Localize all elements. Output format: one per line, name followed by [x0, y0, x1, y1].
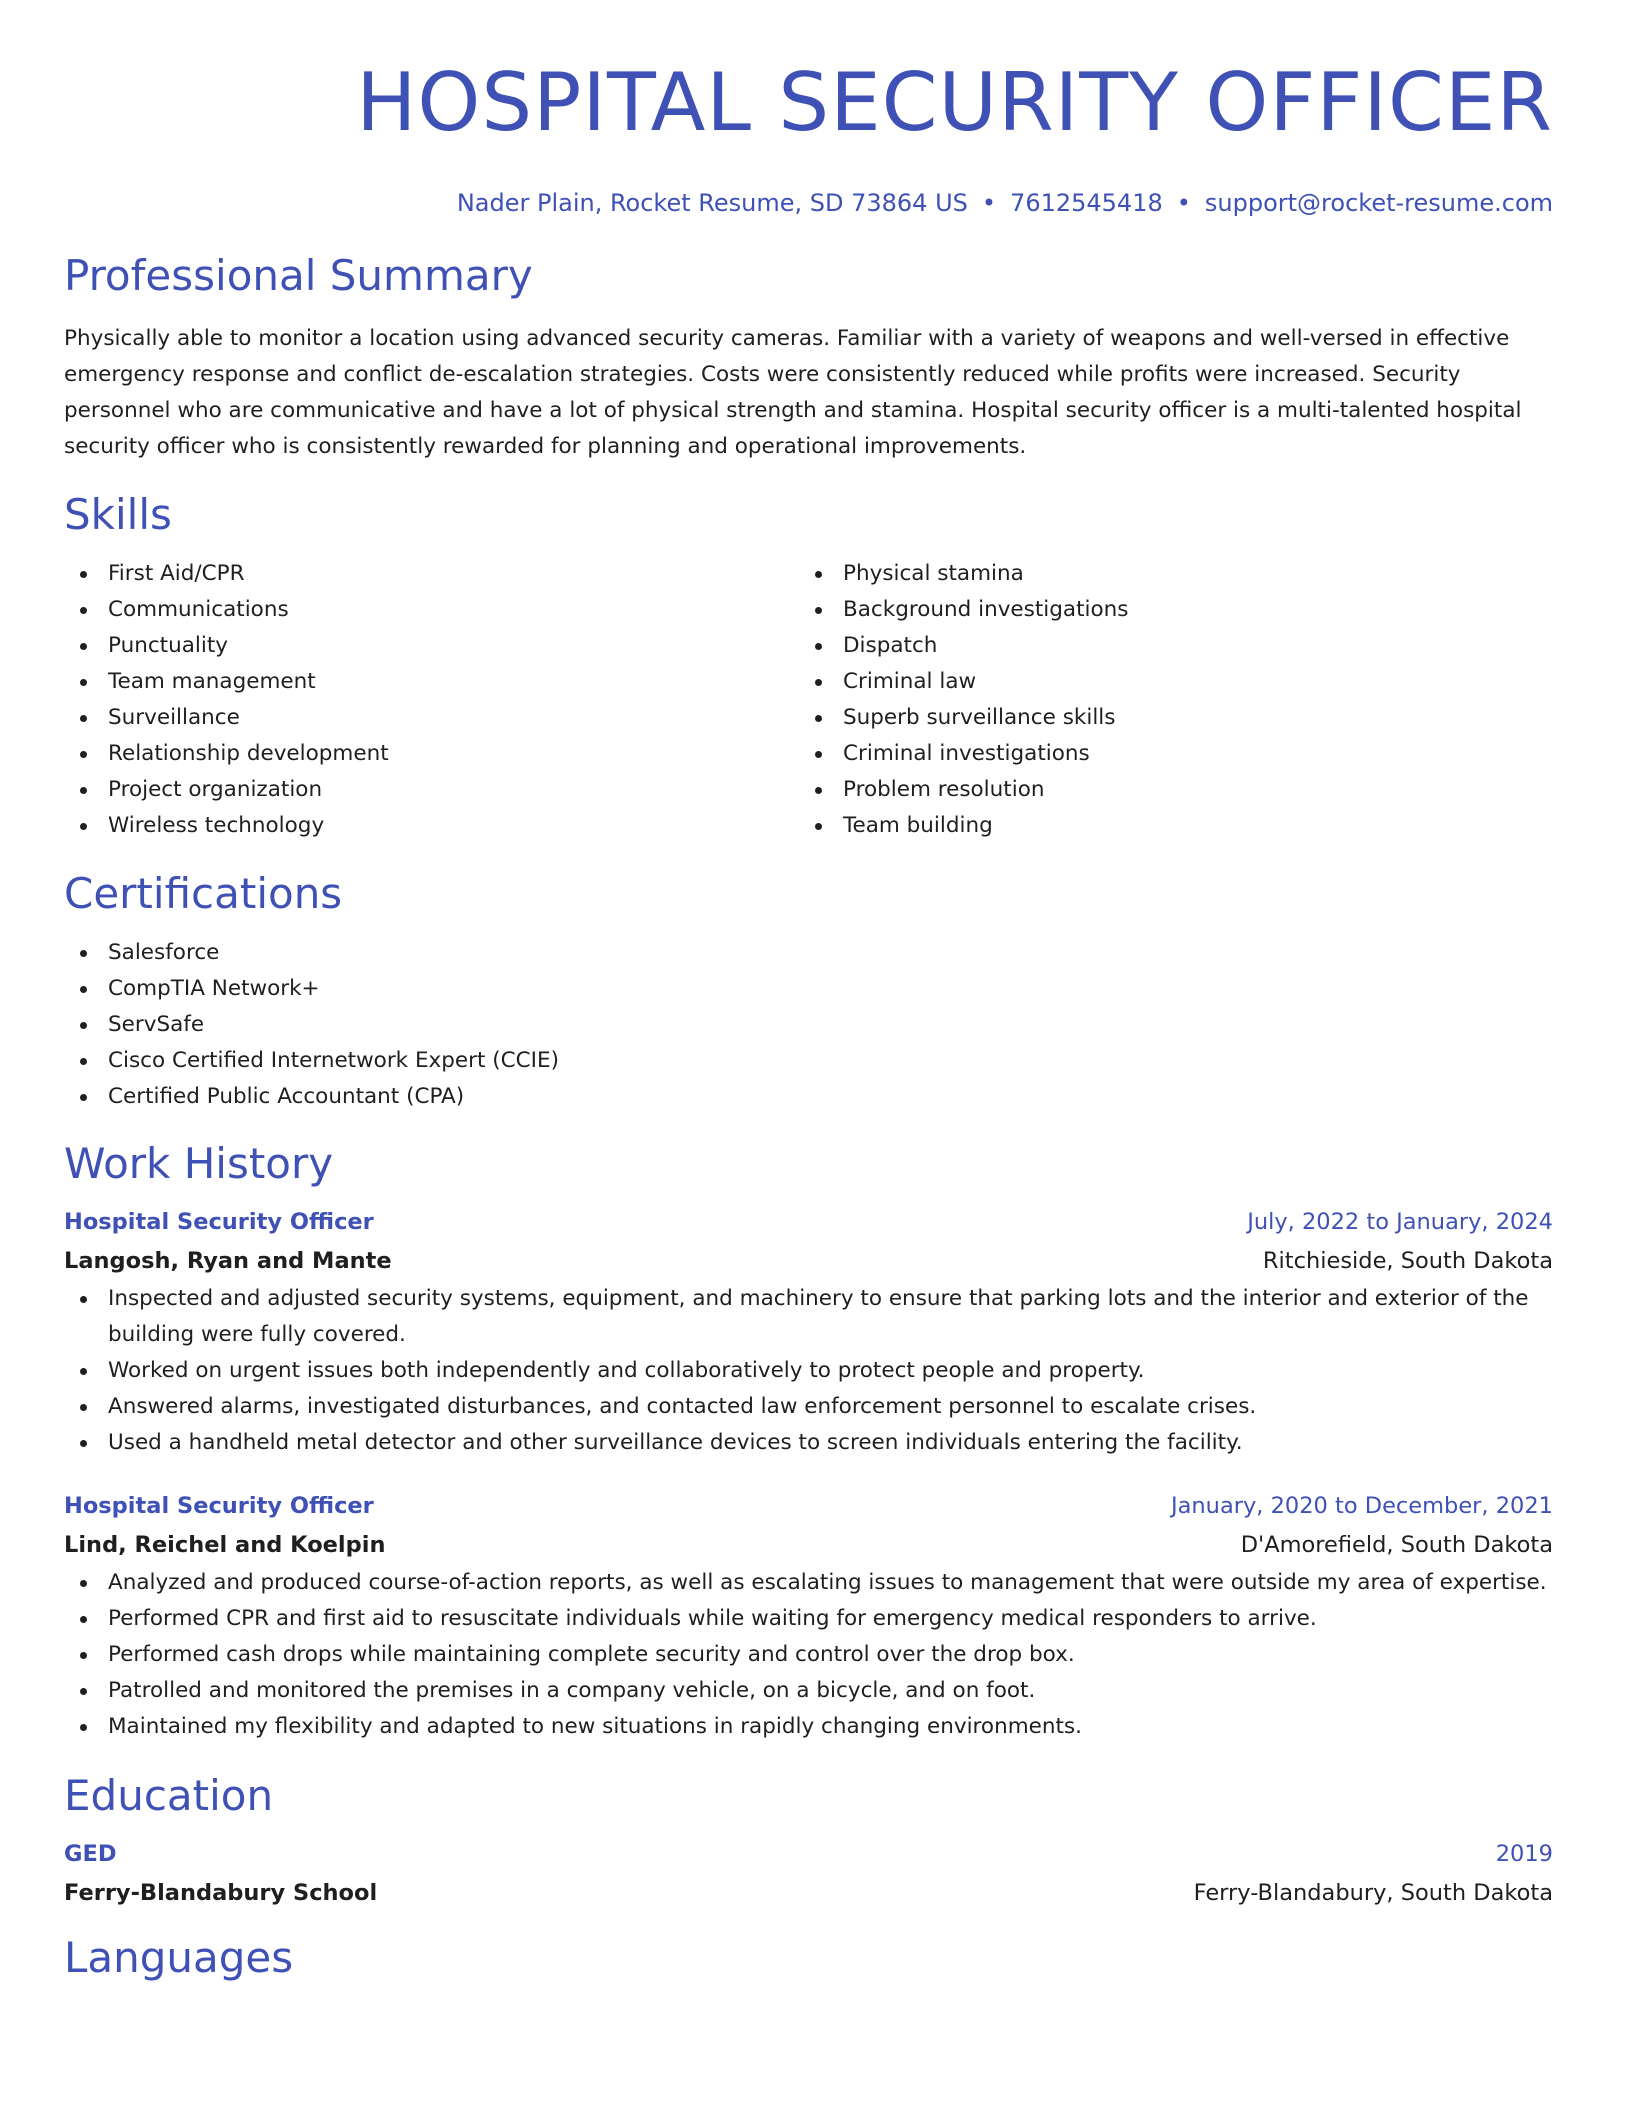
job-bullet: Performed CPR and first aid to resuscitate individuals while waiting for emergency medical responders to arrive. [64, 1601, 1553, 1637]
skill-item: First Aid/CPR [64, 556, 799, 592]
job-location: Ritchieside, South Dakota [1262, 1248, 1553, 1274]
job-bullet: Worked on urgent issues both independently and collaboratively to protect people and property. [64, 1353, 1553, 1389]
job-bullet: Performed cash drops while maintaining complete security and control over the drop box. [64, 1637, 1553, 1673]
job-bullets [64, 1281, 1553, 1461]
job-header-row [64, 1203, 1553, 1241]
certification-item: Certified Public Accountant (CPA) [64, 1079, 1553, 1115]
job-company-row [64, 1241, 1553, 1281]
work-history-section [64, 1139, 1553, 1745]
skills-columns [64, 556, 1553, 844]
job-bullet: Answered alarms, investigated disturbances, and contacted law enforcement personnel to escalate crises. [64, 1389, 1553, 1425]
job-entry [64, 1203, 1553, 1461]
skill-item: Punctuality [64, 628, 799, 664]
education-header-row [64, 1835, 1553, 1873]
skill-item: Background investigations [799, 592, 1534, 628]
summary-heading: Professional Summary [64, 251, 533, 300]
summary-text: Physically able to monitor a location using advanced security cameras. Familiar with a variety of weapons and well-versed in effective emergency response and conflict de-escalation strategies. Costs were consistently reduced while profits were increased. Security personnel who are communicative and have a lot of physical strength and stamina. Hospital security officer is a multi-talented hospital security officer who is consistently rewarded for planning and operational improvements. [64, 326, 1522, 459]
job-location: D'Amorefield, South Dakota [1240, 1532, 1553, 1558]
skills-list-left [64, 556, 799, 844]
certifications-section [64, 869, 1553, 1115]
job-bullet: Used a handheld metal detector and other surveillance devices to screen individuals entering the facility. [64, 1425, 1553, 1461]
contact-line [64, 188, 1553, 218]
work-history-heading: Work History [64, 1139, 334, 1188]
skill-item: Team building [799, 808, 1534, 844]
certification-item: ServSafe [64, 1007, 1553, 1043]
job-header-row [64, 1487, 1553, 1525]
job-company-row [64, 1525, 1553, 1565]
skill-item: Wireless technology [64, 808, 799, 844]
education-year: 2019 [1495, 1841, 1553, 1867]
contact-phone: 7612545418 [1010, 189, 1163, 217]
certification-item: Salesforce [64, 935, 1553, 971]
contact-email: support@rocket-resume.com [1204, 189, 1553, 217]
certifications-heading: Certifications [64, 869, 343, 918]
candidate-name: HOSPITAL SECURITY OFFICER [356, 56, 1553, 149]
resume-page [64, 0, 1553, 1983]
skill-item: Communications [64, 592, 799, 628]
summary-section [64, 251, 1553, 465]
skill-item: Physical stamina [799, 556, 1534, 592]
skill-item: Problem resolution [799, 772, 1534, 808]
contact-separator: • [1176, 189, 1191, 217]
job-company: Lind, Reichel and Koelpin [64, 1532, 386, 1558]
contact-address: Nader Plain, Rocket Resume, SD 73864 US [456, 189, 968, 217]
skills-heading: Skills [64, 490, 172, 539]
skill-item: Relationship development [64, 736, 799, 772]
languages-heading: Languages [64, 1933, 294, 1982]
skills-section [64, 490, 1553, 844]
job-bullet: Patrolled and monitored the premises in a company vehicle, on a bicycle, and on foot. [64, 1673, 1553, 1709]
skill-item: Dispatch [799, 628, 1534, 664]
skill-item: Criminal investigations [799, 736, 1534, 772]
job-company: Langosh, Ryan and Mante [64, 1248, 392, 1274]
skill-item: Team management [64, 664, 799, 700]
skills-list-right [799, 556, 1534, 844]
certification-item: CompTIA Network+ [64, 971, 1553, 1007]
education-section [64, 1771, 1553, 1913]
languages-section [64, 1933, 1553, 1983]
job-bullet: Analyzed and produced course-of-action reports, as well as escalating issues to management that were outside my area of expertise. [64, 1565, 1553, 1601]
contact-separator: • [981, 189, 997, 217]
certifications-list [64, 935, 1553, 1115]
job-title: Hospital Security Officer [64, 1209, 374, 1235]
skill-item: Superb surveillance skills [799, 700, 1534, 736]
education-school: Ferry-Blandabury School [64, 1880, 378, 1906]
education-location: Ferry-Blandabury, South Dakota [1193, 1880, 1553, 1906]
job-title: Hospital Security Officer [64, 1493, 374, 1519]
education-degree: GED [64, 1841, 117, 1867]
skill-item: Surveillance [64, 700, 799, 736]
job-dates: July, 2022 to January, 2024 [1247, 1209, 1553, 1235]
education-heading: Education [64, 1771, 274, 1820]
skill-item: Project organization [64, 772, 799, 808]
job-dates: January, 2020 to December, 2021 [1171, 1493, 1553, 1519]
education-entry [64, 1835, 1553, 1913]
education-school-row [64, 1873, 1553, 1913]
job-bullet: Inspected and adjusted security systems, equipment, and machinery to ensure that parking lots and the interior and exterior of the building were fully covered. [64, 1281, 1553, 1353]
job-bullet: Maintained my flexibility and adapted to new situations in rapidly changing environments. [64, 1709, 1553, 1745]
job-entry [64, 1487, 1553, 1745]
resume-header [64, 58, 1553, 218]
skill-item: Criminal law [799, 664, 1534, 700]
certification-item: Cisco Certified Internetwork Expert (CCIE) [64, 1043, 1553, 1079]
job-bullets [64, 1565, 1553, 1745]
